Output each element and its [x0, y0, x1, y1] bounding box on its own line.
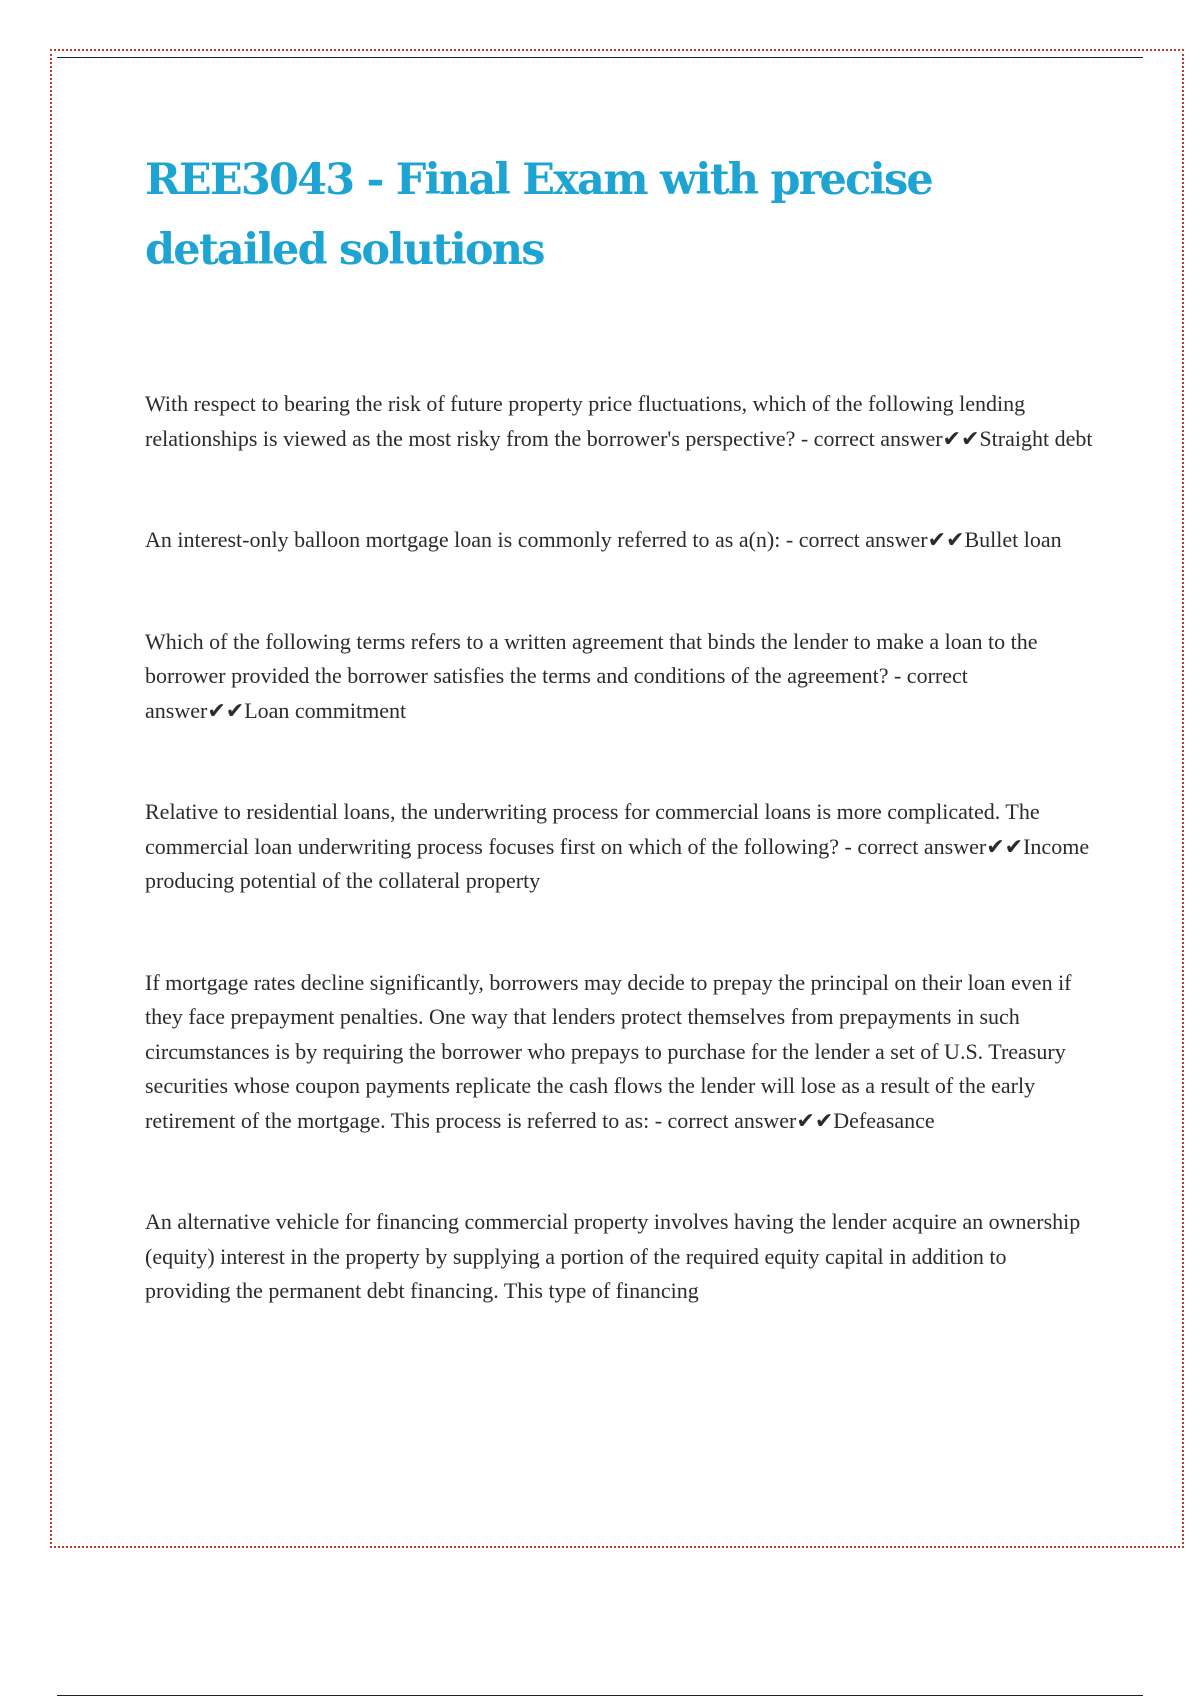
answer-text: Straight debt [979, 425, 1093, 451]
question-text: Which of the following terms refers to a written agreement that binds the lender to make a loan to the borrower provided the borrower satisfies the terms and conditions of the agreement? - correct answer [145, 628, 1038, 723]
check-mark-icon: ✔✔ [986, 833, 1024, 859]
question-text: With respect to bearing the risk of future property price fluctuations, which of the following lending relationships is viewed as the most risky from the borrower's perspective? - correct answer [145, 391, 1026, 451]
question-text: An interest-only balloon mortgage loan is commonly referred to as a(n): - correct answer [145, 527, 928, 552]
answer-text: Bullet loan [964, 527, 1062, 552]
check-mark-icon: ✔✔ [796, 1107, 834, 1133]
answer-text: Loan commitment [244, 697, 407, 723]
question-item [145, 523, 1095, 558]
check-mark-icon: ✔✔ [942, 425, 980, 451]
answer-text: Income producing potential of the collateral property [145, 833, 1090, 893]
question-item [145, 795, 1095, 899]
top-rule [57, 57, 1143, 58]
question-item [145, 1205, 1095, 1309]
question-text: If mortgage rates decline significantly, borrowers may decide to prepay the principal on their loan even if they face prepayment penalties. One way that lenders protect themselves from prepayments in such circumstances is by requiring the borrower who prepays to purchase for the lender a set of U.S. Treasury securities whose coupon payments replicate the cash flows the lender will lose as a result of the early retirement of the mortgage. This process is referred to as: - correct answer [145, 969, 1072, 1133]
bottom-rule [57, 1695, 1143, 1696]
question-text: Relative to residential loans, the underwriting process for commercial loans is more complicated. The commercial loan underwriting process focuses first on which of the following? - correct answer [145, 799, 1040, 859]
question-item [145, 387, 1095, 456]
question-item [145, 625, 1095, 729]
question-list [145, 387, 1095, 1309]
document-title: REE3043 - Final Exam with precise detailed solutions [145, 155, 932, 275]
check-mark-icon: ✔✔ [927, 527, 965, 552]
question-text: An alternative vehicle for financing commercial property involves having the lender acquire an ownership (equity) interest in the property by supplying a portion of the required equity capital in addition to providing the permanent debt financing. This type of financing [145, 1209, 1081, 1303]
document-body [145, 145, 1095, 1376]
check-mark-icon: ✔✔ [207, 697, 245, 723]
answer-text: Defeasance [833, 1107, 935, 1133]
question-item [145, 966, 1095, 1139]
